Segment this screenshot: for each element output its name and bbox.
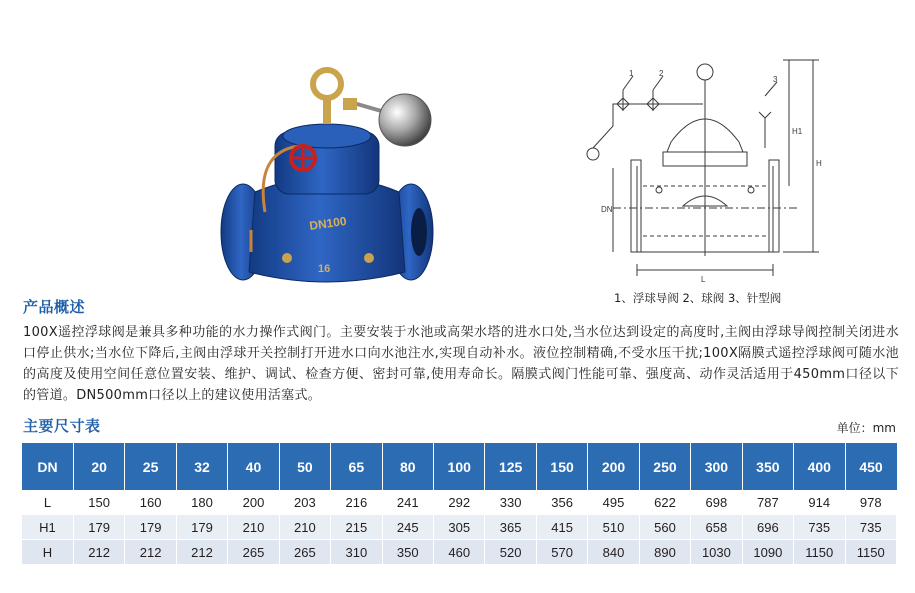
- header-cell: 80: [382, 443, 433, 490]
- table-cell: 415: [536, 515, 587, 540]
- drawing-caption: 1、浮球导阀 2、球阀 3、针型阀: [614, 291, 782, 305]
- header-cell: 150: [536, 443, 587, 490]
- header-cell: 20: [73, 443, 124, 490]
- valve-product-photo: [215, 62, 443, 292]
- table-cell: 292: [434, 490, 485, 515]
- table-cell: 914: [794, 490, 845, 515]
- table-row-h: [22, 540, 897, 565]
- table-cell: 210: [279, 515, 330, 540]
- table-cell: 890: [639, 540, 690, 565]
- callout-1: 1: [629, 69, 634, 78]
- row-label: L: [22, 490, 73, 515]
- table-cell: 698: [691, 490, 742, 515]
- row-label: H1: [22, 515, 73, 540]
- table-cell: 787: [742, 490, 793, 515]
- table-cell: 179: [176, 515, 227, 540]
- table-cell: 150: [73, 490, 124, 515]
- table-cell: 840: [588, 540, 639, 565]
- table-cell: 510: [588, 515, 639, 540]
- table-cell: 212: [176, 540, 227, 565]
- table-header-row: [22, 443, 897, 490]
- header-cell: 400: [794, 443, 845, 490]
- dimensions-heading: 主要尺寸表: [23, 417, 101, 435]
- table-cell: 696: [742, 515, 793, 540]
- table-cell: 735: [794, 515, 845, 540]
- table-cell: 365: [485, 515, 536, 540]
- header-cell: 25: [125, 443, 176, 490]
- header-cell: 450: [845, 443, 897, 490]
- overview-text: 100X遥控浮球阀是兼具多种功能的水力操作式阀门。主要安装于水池或高架水塔的进水口处,当水位达到设定的高度时,主阀由浮球导阀控制关闭进水口停止供水;当水位下降后,主阀由浮球开关控制打开进水口向水池注水,实现自动补水。液位控制精确,不受水压干扰;100X隔膜式遥控浮球阀可随水池的高度及使用空间任意位置安装、维护、调试、检查方便、密封可靠,使用寿命长。隔膜式阀门性能可靠、强度高、动作灵活适用于450mm口径以下的管道。DN500mm口径以上的建议使用活塞式。: [23, 325, 899, 403]
- valve-technical-drawing: [583, 56, 833, 288]
- table-cell: 265: [279, 540, 330, 565]
- table-cell: 735: [845, 515, 897, 540]
- table-cell: 179: [73, 515, 124, 540]
- table-cell: 210: [228, 515, 279, 540]
- table-cell: 179: [125, 515, 176, 540]
- table-cell: 350: [382, 540, 433, 565]
- dim-dn: DN: [601, 205, 613, 214]
- table-cell: 658: [691, 515, 742, 540]
- dim-h: H: [816, 159, 822, 168]
- table-row-l: [22, 490, 897, 515]
- header-dn: DN: [22, 443, 73, 490]
- table-cell: 215: [331, 515, 382, 540]
- table-cell: 245: [382, 515, 433, 540]
- header-cell: 50: [279, 443, 330, 490]
- row-label: H: [22, 540, 73, 565]
- dim-h1: H1: [792, 127, 803, 136]
- table-cell: 200: [228, 490, 279, 515]
- header-cell: 40: [228, 443, 279, 490]
- callout-2: 2: [659, 69, 664, 78]
- header-cell: 250: [639, 443, 690, 490]
- photo-body-text: DN100: [308, 213, 348, 233]
- table-cell: 241: [382, 490, 433, 515]
- table-cell: 212: [73, 540, 124, 565]
- header-cell: 32: [176, 443, 227, 490]
- table-cell: 160: [125, 490, 176, 515]
- table-cell: 1030: [691, 540, 742, 565]
- photo-body-number: 16: [318, 263, 331, 275]
- table-cell: 216: [331, 490, 382, 515]
- header-cell: 200: [588, 443, 639, 490]
- table-cell: 203: [279, 490, 330, 515]
- header-cell: 65: [331, 443, 382, 490]
- overview-heading: 产品概述: [23, 298, 86, 316]
- header-cell: 300: [691, 443, 742, 490]
- table-cell: 570: [536, 540, 587, 565]
- table-cell: 560: [639, 515, 690, 540]
- table-cell: 305: [434, 515, 485, 540]
- unit-label: 单位：mm: [836, 421, 896, 435]
- header-cell: 350: [742, 443, 793, 490]
- table-cell: 330: [485, 490, 536, 515]
- table-cell: 978: [845, 490, 897, 515]
- table-cell: 520: [485, 540, 536, 565]
- table-row-h1: [22, 515, 897, 540]
- table-cell: 1150: [794, 540, 845, 565]
- table-cell: 495: [588, 490, 639, 515]
- table-cell: 460: [434, 540, 485, 565]
- table-cell: 310: [331, 540, 382, 565]
- header-cell: 100: [434, 443, 485, 490]
- table-cell: 265: [228, 540, 279, 565]
- callout-3: 3: [773, 75, 778, 84]
- table-cell: 622: [639, 490, 690, 515]
- table-cell: 1150: [845, 540, 897, 565]
- table-cell: 356: [536, 490, 587, 515]
- dim-l: L: [701, 275, 706, 284]
- table-cell: 1090: [742, 540, 793, 565]
- header-cell: 125: [485, 443, 536, 490]
- table-cell: 180: [176, 490, 227, 515]
- dimensions-table: [22, 443, 897, 565]
- table-cell: 212: [125, 540, 176, 565]
